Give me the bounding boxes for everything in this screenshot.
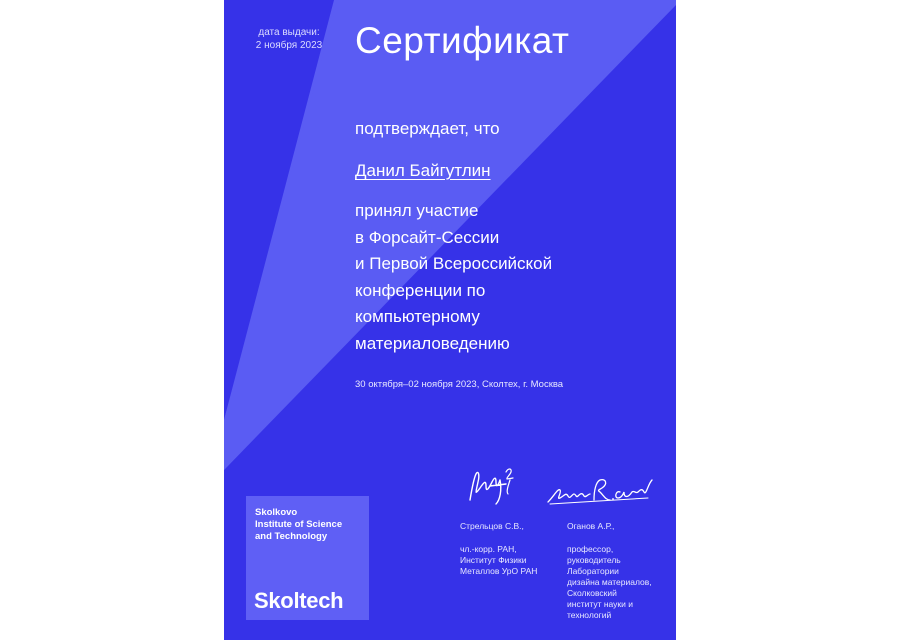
confirms-text: подтверждает, что [355,119,500,138]
signature-oganov [544,474,656,508]
signer-title-line: руководитель [567,555,621,565]
signer-title-line: чл.-корр. РАН, [460,544,517,554]
participation-line: конференции по [355,280,486,300]
signer-title-oganov [567,544,652,621]
signer-title-line: Лаборатории [567,566,619,576]
signer-title-line: Металлов УрО РАН [460,566,538,576]
signer-title-line: профессор, [567,544,614,554]
signer-name-streltsov: Стрельцов С.В., [460,521,524,531]
logo-org-name [255,507,342,543]
signer-title-line: технологий [567,610,612,620]
logo-org-line: Institute of Science [255,519,343,530]
participation-line: компьютерному [355,307,480,326]
participation-line: и Первой Всероссийской [355,254,553,273]
event-details: 30 октября–02 ноября 2023, Сколтех, г. Москва [355,379,564,390]
signer-title-line: Институт Физики [460,555,527,565]
recipient-name: Данил Байгутлин [355,161,491,180]
participation-line: принял участие [355,201,479,220]
certificate-title: Сертификат [355,20,570,61]
signer-title-streltsov [460,544,537,577]
signer-title-line: институт науки и [567,599,633,609]
issue-date [244,26,334,52]
logo-org-line: Skolkovo [255,507,298,518]
signer-name-oganov: Оганов А.Р., [567,521,615,531]
signer-title-line: дизайна материалов, [567,577,652,587]
participation-line: материаловедению [355,333,510,353]
signer-title-line: Сколковский [567,588,617,598]
participation-line: в Форсайт-Сессии [355,227,500,247]
signature-streltsov [460,466,520,506]
participation-text [355,198,655,357]
certificate-page [224,0,676,640]
skoltech-logo [246,496,369,620]
logo-wordmark: Skoltech [254,588,344,613]
issue-date-value: 2 ноября 2023 [255,40,323,51]
issue-date-label: дата выдачи: [258,27,320,38]
logo-org-line: and Technology [255,531,328,542]
